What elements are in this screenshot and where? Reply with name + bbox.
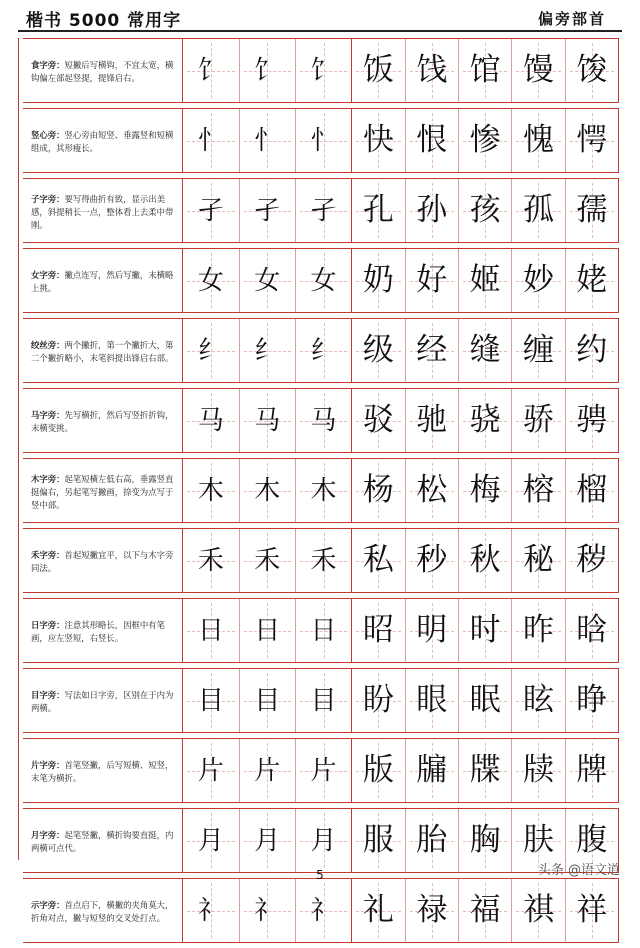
- radical-name: 食字旁：: [31, 60, 65, 70]
- example-char-cell: [406, 459, 459, 522]
- example-char-cell: [352, 459, 405, 522]
- example-char: 眠: [469, 682, 501, 718]
- radical-glyph: 木: [310, 475, 337, 506]
- radical-glyph: 禾: [254, 545, 281, 576]
- radical-cell: [296, 249, 352, 312]
- example-char-cell: [512, 39, 565, 102]
- radical-description: [23, 389, 183, 452]
- radical-glyph: 纟: [197, 335, 224, 366]
- radical-glyph: 马: [197, 405, 224, 436]
- example-char: 愕: [576, 122, 608, 158]
- radical-instruction: 两个撇折，第一个撇折大，第二个撇折略小，末笔斜提出锋启右部。: [31, 340, 174, 363]
- example-char: 馂: [576, 52, 608, 88]
- example-char: 孙: [416, 192, 448, 228]
- example-char-cell: [406, 809, 459, 872]
- radical-description: [23, 599, 183, 662]
- radical-name: 示字旁：: [31, 900, 65, 910]
- radical-glyph: 目: [197, 685, 224, 716]
- example-char-cell: [406, 249, 459, 312]
- practice-row: [23, 108, 619, 173]
- radical-name: 月字旁：: [31, 830, 65, 840]
- example-char: 昨: [522, 612, 554, 648]
- radical-cell: [183, 739, 239, 802]
- example-char-cell: [512, 389, 565, 452]
- example-char: 服: [362, 822, 394, 858]
- radical-glyph: 孑: [197, 195, 224, 226]
- radical-description: [23, 249, 183, 312]
- example-char: 版: [362, 752, 394, 788]
- example-char-cell: [566, 879, 619, 942]
- example-char-cell: [566, 179, 619, 242]
- radical-description: [23, 459, 183, 522]
- radical-name: 马字旁：: [31, 410, 65, 420]
- radical-cell: [183, 179, 239, 242]
- example-char-cell: [406, 109, 459, 172]
- example-char-cell: [406, 319, 459, 382]
- radical-instruction: 先写横折，然后写竖折折钩，末横变挑。: [31, 410, 174, 433]
- radical-glyph: 礻: [254, 895, 281, 926]
- example-char: 眼: [416, 682, 448, 718]
- example-char-cell: [512, 319, 565, 382]
- example-char: 孤: [522, 192, 554, 228]
- radical-glyph: 女: [254, 265, 281, 296]
- radical-cell: [240, 389, 296, 452]
- example-char: 盼: [362, 682, 394, 718]
- radical-cell: [240, 879, 296, 942]
- example-char-cell: [352, 39, 405, 102]
- radical-cell: [296, 879, 352, 942]
- radical-instruction: 竖心旁由短竖、垂露竖和短横组成，其形瘦长。: [31, 130, 174, 153]
- example-char-cell: [566, 599, 619, 662]
- radical-glyph: 纟: [254, 335, 281, 366]
- example-char: 明: [416, 612, 448, 648]
- example-char: 秋: [469, 542, 501, 578]
- radical-glyph: 饣: [197, 55, 224, 86]
- example-char: 孺: [576, 192, 608, 228]
- example-char: 骋: [576, 402, 608, 438]
- example-char-cell: [566, 739, 619, 802]
- practice-row: [23, 458, 619, 523]
- example-char: 缝: [469, 332, 501, 368]
- radical-cell: [183, 109, 239, 172]
- practice-row: [23, 38, 619, 103]
- example-char: 祥: [576, 892, 608, 928]
- practice-row: [23, 598, 619, 663]
- radical-glyph: 月: [310, 825, 337, 856]
- example-char-cell: [352, 319, 405, 382]
- radical-instruction: 首笔竖撇，后写短横、短竖，末笔为横折。: [31, 760, 174, 783]
- radical-description: [23, 529, 183, 592]
- example-char: 恨: [416, 122, 448, 158]
- radical-glyph: 女: [310, 265, 337, 296]
- example-char-cell: [566, 319, 619, 382]
- radical-glyph: 片: [254, 755, 281, 786]
- radical-cell: [240, 809, 296, 872]
- section-title: 偏旁部首: [537, 10, 606, 28]
- example-char-cell: [406, 879, 459, 942]
- radical-instruction: 写法如日字旁，区别在于内为两横。: [31, 690, 174, 713]
- radical-cell: [296, 599, 352, 662]
- example-char-cell: [566, 669, 619, 732]
- example-char-cell: [512, 739, 565, 802]
- example-char-cell: [459, 599, 512, 662]
- example-char: 肤: [522, 822, 554, 858]
- example-char: 姥: [576, 262, 608, 298]
- example-char: 奶: [362, 262, 394, 298]
- radical-cell: [296, 459, 352, 522]
- example-char-cell: [352, 389, 405, 452]
- radical-glyph: 孑: [254, 195, 281, 226]
- radical-name: 目字旁：: [31, 690, 65, 700]
- example-char: 松: [416, 472, 448, 508]
- example-char: 牌: [576, 752, 608, 788]
- example-char-cell: [566, 39, 619, 102]
- example-char-cell: [406, 389, 459, 452]
- example-char-cell: [566, 389, 619, 452]
- example-char: 好: [416, 262, 448, 298]
- example-char: 胸: [469, 822, 501, 858]
- radical-description: [23, 39, 183, 102]
- radical-cell: [240, 459, 296, 522]
- example-char-cell: [352, 249, 405, 312]
- example-char: 祺: [522, 892, 554, 928]
- radical-name: 子字旁：: [31, 193, 65, 204]
- example-char-cell: [352, 669, 405, 732]
- example-char-cell: [459, 809, 512, 872]
- radical-description: [23, 319, 183, 382]
- radical-cell: [240, 529, 296, 592]
- radical-cell: [183, 39, 239, 102]
- radical-name: 女字旁：: [31, 270, 65, 280]
- example-char-cell: [352, 879, 405, 942]
- radical-glyph: 礻: [197, 895, 224, 926]
- page-header: [0, 0, 640, 34]
- radical-instruction: 注意其形略长，因框中有笔画，应左竖短，右竖长。: [31, 620, 165, 643]
- example-char: 禄: [416, 892, 448, 928]
- example-char: 胎: [416, 822, 448, 858]
- header-rule: [18, 30, 622, 32]
- radical-glyph: 月: [254, 825, 281, 856]
- practice-row: [23, 808, 619, 873]
- radical-cell: [296, 109, 352, 172]
- example-char-cell: [459, 249, 512, 312]
- example-char: 牍: [522, 752, 554, 788]
- example-char-cell: [459, 389, 512, 452]
- radical-description: [23, 809, 183, 872]
- radical-glyph: 忄: [310, 125, 337, 156]
- example-char: 约: [576, 332, 608, 368]
- example-char: 榕: [522, 472, 554, 508]
- practice-row: [23, 388, 619, 453]
- radical-description: [23, 739, 183, 802]
- example-char: 礼: [362, 892, 394, 928]
- example-char: 秒: [416, 542, 448, 578]
- example-char-cell: [406, 739, 459, 802]
- radical-glyph: 日: [197, 615, 224, 646]
- radical-cell: [296, 739, 352, 802]
- example-char-cell: [406, 529, 459, 592]
- radical-cell: [183, 249, 239, 312]
- example-char: 眩: [522, 682, 554, 718]
- radical-instruction: 起笔竖撇，横折钩要直挺，内两横可点代。: [31, 830, 174, 853]
- practice-row: [23, 668, 619, 733]
- example-char-cell: [512, 529, 565, 592]
- example-char: 驳: [362, 402, 394, 438]
- radical-name: 日字旁：: [31, 620, 65, 630]
- radical-cell: [296, 319, 352, 382]
- radical-glyph: 木: [197, 475, 224, 506]
- example-char-cell: [352, 809, 405, 872]
- left-border: [18, 38, 22, 860]
- radical-cell: [240, 739, 296, 802]
- example-char: 饭: [362, 52, 394, 88]
- example-char: 孩: [469, 192, 501, 228]
- watermark: [538, 859, 620, 878]
- example-char-cell: [512, 879, 565, 942]
- radical-name: 竖心旁：: [31, 130, 65, 140]
- example-char-cell: [512, 459, 565, 522]
- radical-instruction: 起笔短横左低右高，垂露竖直挺偏右，另起笔写撇画，捺变为点写于竖中部。: [31, 473, 174, 510]
- example-char-cell: [352, 599, 405, 662]
- example-char: 饯: [416, 52, 448, 88]
- radical-glyph: 女: [197, 265, 224, 296]
- radical-cell: [183, 389, 239, 452]
- radical-cell: [183, 599, 239, 662]
- example-char: 福: [469, 892, 501, 928]
- example-char-cell: [406, 39, 459, 102]
- radical-cell: [240, 109, 296, 172]
- radical-name: 禾字旁：: [31, 550, 65, 560]
- radical-glyph: 纟: [310, 335, 337, 366]
- example-char-cell: [566, 109, 619, 172]
- example-char: 馆: [469, 52, 501, 88]
- radical-instruction: 短撇后写横钩，不宜太宽，横钩偏左部起竖提，提锋启右。: [31, 60, 174, 83]
- example-char-cell: [352, 109, 405, 172]
- example-char: 秘: [522, 542, 554, 578]
- radical-description: [23, 179, 183, 242]
- radical-name: 片字旁：: [31, 760, 65, 770]
- example-char: 私: [362, 542, 394, 578]
- radical-glyph: 片: [197, 755, 224, 786]
- radical-cell: [240, 249, 296, 312]
- example-char: 缠: [522, 332, 554, 368]
- radical-description: [23, 109, 183, 172]
- practice-row: [23, 248, 619, 313]
- example-char: 馒: [522, 52, 554, 88]
- radical-cell: [240, 599, 296, 662]
- practice-row: [23, 178, 619, 243]
- example-char: 晗: [576, 612, 608, 648]
- example-char: 榴: [576, 472, 608, 508]
- page-number: 5: [316, 868, 324, 882]
- example-char: 秽: [576, 542, 608, 578]
- radical-cell: [296, 39, 352, 102]
- radical-glyph: 忄: [197, 125, 224, 156]
- practice-row: [23, 878, 619, 943]
- example-char: 睁: [576, 682, 608, 718]
- radical-cell: [240, 179, 296, 242]
- radical-cell: [296, 179, 352, 242]
- book-title: 楷书 5000 常用字: [26, 11, 182, 31]
- example-char-cell: [566, 459, 619, 522]
- example-char: 昭: [362, 612, 394, 648]
- example-char: 牒: [469, 752, 501, 788]
- example-char-cell: [512, 669, 565, 732]
- example-char-cell: [459, 459, 512, 522]
- example-char-cell: [512, 249, 565, 312]
- example-char-cell: [459, 879, 512, 942]
- radical-glyph: 目: [254, 685, 281, 716]
- example-char-cell: [566, 529, 619, 592]
- example-char: 牖: [416, 752, 448, 788]
- radical-instruction: 撇点连写，然后写撇，末横略上挑。: [31, 270, 174, 293]
- example-char-cell: [566, 249, 619, 312]
- example-char-cell: [406, 179, 459, 242]
- practice-sheet: [23, 38, 619, 948]
- radical-name: 绞丝旁：: [31, 340, 65, 350]
- radical-glyph: 日: [254, 615, 281, 646]
- radical-instruction: 要写得曲折有致，显示出美感，斜提稍长一点，整体看上去柔中带刚。: [31, 193, 174, 230]
- example-char: 杨: [362, 472, 394, 508]
- example-char-cell: [352, 739, 405, 802]
- example-char-cell: [459, 109, 512, 172]
- practice-row: [23, 318, 619, 383]
- radical-cell: [183, 669, 239, 732]
- radical-cell: [240, 39, 296, 102]
- radical-glyph: 日: [310, 615, 337, 646]
- example-char-cell: [512, 109, 565, 172]
- example-char: 梅: [469, 472, 501, 508]
- radical-glyph: 禾: [197, 545, 224, 576]
- radical-cell: [296, 529, 352, 592]
- example-char: 惨: [469, 122, 501, 158]
- radical-glyph: 目: [310, 685, 337, 716]
- example-char-cell: [459, 529, 512, 592]
- watermark-text: 头条 @语文道: [537, 863, 620, 878]
- radical-cell: [183, 879, 239, 942]
- example-char-cell: [406, 599, 459, 662]
- radical-cell: [240, 319, 296, 382]
- example-char-cell: [459, 319, 512, 382]
- example-char-cell: [459, 179, 512, 242]
- example-char-cell: [406, 669, 459, 732]
- example-char-cell: [459, 39, 512, 102]
- example-char-cell: [512, 179, 565, 242]
- example-char-cell: [512, 599, 565, 662]
- example-char: 经: [416, 332, 448, 368]
- example-char: 级: [362, 332, 394, 368]
- radical-cell: [183, 319, 239, 382]
- radical-instruction: 首起短撇宜平，以下与木字旁同法。: [31, 550, 174, 573]
- radical-cell: [183, 529, 239, 592]
- radical-glyph: 月: [197, 825, 224, 856]
- example-char: 骄: [522, 402, 554, 438]
- example-char: 妙: [522, 262, 554, 298]
- radical-name: 木字旁：: [31, 473, 65, 484]
- radical-cell: [240, 669, 296, 732]
- example-char: 姬: [469, 262, 501, 298]
- example-char: 骁: [469, 402, 501, 438]
- example-char: 腹: [576, 822, 608, 858]
- example-char: 驰: [416, 402, 448, 438]
- example-char: 愧: [522, 122, 554, 158]
- radical-cell: [183, 809, 239, 872]
- radical-glyph: 马: [254, 405, 281, 436]
- example-char: 时: [469, 612, 501, 648]
- radical-glyph: 饣: [310, 55, 337, 86]
- example-char-cell: [352, 529, 405, 592]
- radical-glyph: 木: [254, 475, 281, 506]
- example-char: 快: [362, 122, 394, 158]
- radical-instruction: 首点启下，横撇的夹角莫大，折角对点，撇与短竖的交叉处打点。: [31, 900, 174, 923]
- radical-glyph: 禾: [310, 545, 337, 576]
- radical-cell: [183, 459, 239, 522]
- radical-glyph: 马: [310, 405, 337, 436]
- radical-cell: [296, 389, 352, 452]
- example-char: 孔: [362, 192, 394, 228]
- radical-description: [23, 669, 183, 732]
- example-char-cell: [352, 179, 405, 242]
- radical-glyph: 饣: [254, 55, 281, 86]
- radical-glyph: 礻: [310, 895, 337, 926]
- radical-cell: [296, 809, 352, 872]
- practice-row: [23, 528, 619, 593]
- example-char-cell: [459, 669, 512, 732]
- radical-glyph: 忄: [254, 125, 281, 156]
- radical-description: [23, 879, 183, 942]
- radical-glyph: 孑: [310, 195, 337, 226]
- radical-glyph: 片: [310, 755, 337, 786]
- example-char-cell: [459, 739, 512, 802]
- radical-cell: [296, 669, 352, 732]
- practice-row: [23, 738, 619, 803]
